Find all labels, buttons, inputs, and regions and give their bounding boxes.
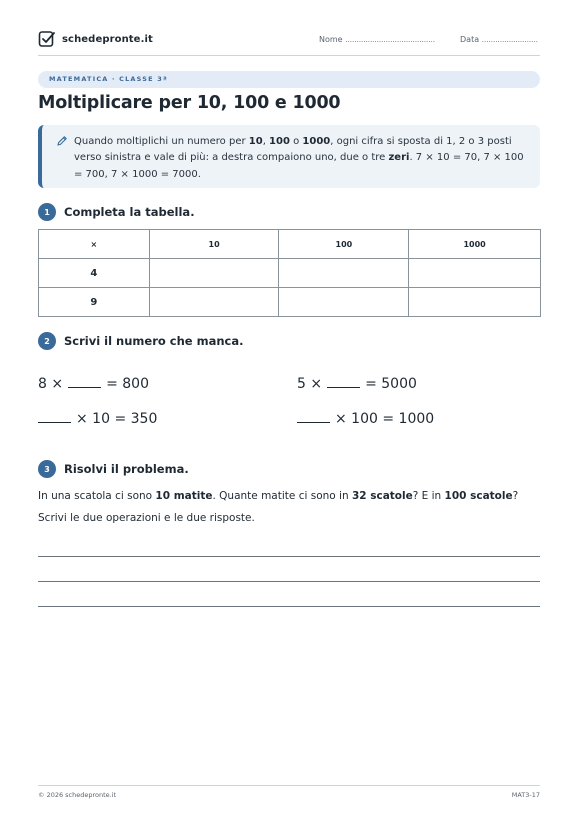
equation-1: 8 × = 800 (38, 376, 149, 392)
multiplication-table (38, 229, 541, 317)
table-header: × (39, 230, 150, 259)
brand-name: schedepronte.it (62, 33, 153, 45)
worksheet-code: MAT3-17 (511, 791, 540, 799)
equation-3: × 10 = 350 (38, 411, 157, 427)
date-dots: ......................... (481, 35, 538, 44)
page-header (38, 30, 540, 56)
answer-blank[interactable] (297, 422, 330, 423)
problem-line-2: Scrivi le due operazioni e le due risposte. (38, 511, 255, 524)
table-header: 100 (279, 230, 409, 259)
name-field[interactable] (319, 35, 435, 44)
problem-text (38, 486, 538, 529)
answer-cell[interactable] (279, 259, 409, 288)
answer-cell[interactable] (409, 259, 541, 288)
page-title: Moltiplicare per 10, 100 e 1000 (38, 93, 341, 113)
brand-logo (38, 30, 153, 48)
table-row (39, 288, 541, 317)
copyright-text: © 2026 schedepronte.it (38, 791, 117, 799)
date-label: Data (460, 35, 480, 44)
section-title: Completa la tabella. (64, 205, 195, 219)
answer-blank[interactable] (327, 387, 360, 388)
table-row (39, 259, 541, 288)
checkbox-document-icon (38, 30, 56, 48)
equation-2: 5 × = 5000 (297, 376, 417, 392)
table-header: 10 (149, 230, 279, 259)
table-header-row (39, 230, 541, 259)
row-label: 4 (39, 259, 150, 288)
answer-cell[interactable] (279, 288, 409, 317)
answer-line[interactable] (38, 581, 540, 582)
section-title: Risolvi il problema. (64, 462, 189, 476)
pencil-icon (56, 135, 68, 147)
page-footer (38, 785, 540, 799)
name-label: Nome (319, 35, 343, 44)
answer-cell[interactable] (149, 288, 279, 317)
answer-line[interactable] (38, 606, 540, 607)
section-number: 3 (38, 460, 56, 478)
date-field[interactable] (460, 35, 538, 44)
answer-cell[interactable] (149, 259, 279, 288)
problem-line-1: In una scatola ci sono 10 matite. Quante matite ci sono in 32 scatole? E in 100 scatole? (38, 490, 519, 502)
table-header: 1000 (409, 230, 541, 259)
equation-4: × 100 = 1000 (297, 411, 434, 427)
answer-blank[interactable] (68, 387, 101, 388)
info-box (38, 125, 540, 188)
subject-badge: MATEMATICA · CLASSE 3ª (38, 71, 540, 88)
name-dots: ........................................ (345, 35, 435, 44)
section-title: Scrivi il numero che manca. (64, 334, 244, 348)
section-2-heading (38, 332, 243, 350)
section-number: 2 (38, 332, 56, 350)
section-3-heading (38, 460, 189, 478)
answer-line[interactable] (38, 556, 540, 557)
answer-blank[interactable] (38, 422, 71, 423)
answer-cell[interactable] (409, 288, 541, 317)
info-text: Quando moltiplichi un numero per 10, 100 o 1000, ogni cifra si sposta di 1, 2 o 3 posti verso sinistra e vale di più: a destra compaiono uno, due o tre zeri. 7 × 10 = 70, 7 × 100 = 700, 7 × 1000 = 7000. (74, 136, 524, 180)
section-1-heading (38, 203, 195, 221)
section-number: 1 (38, 203, 56, 221)
row-label: 9 (39, 288, 150, 317)
